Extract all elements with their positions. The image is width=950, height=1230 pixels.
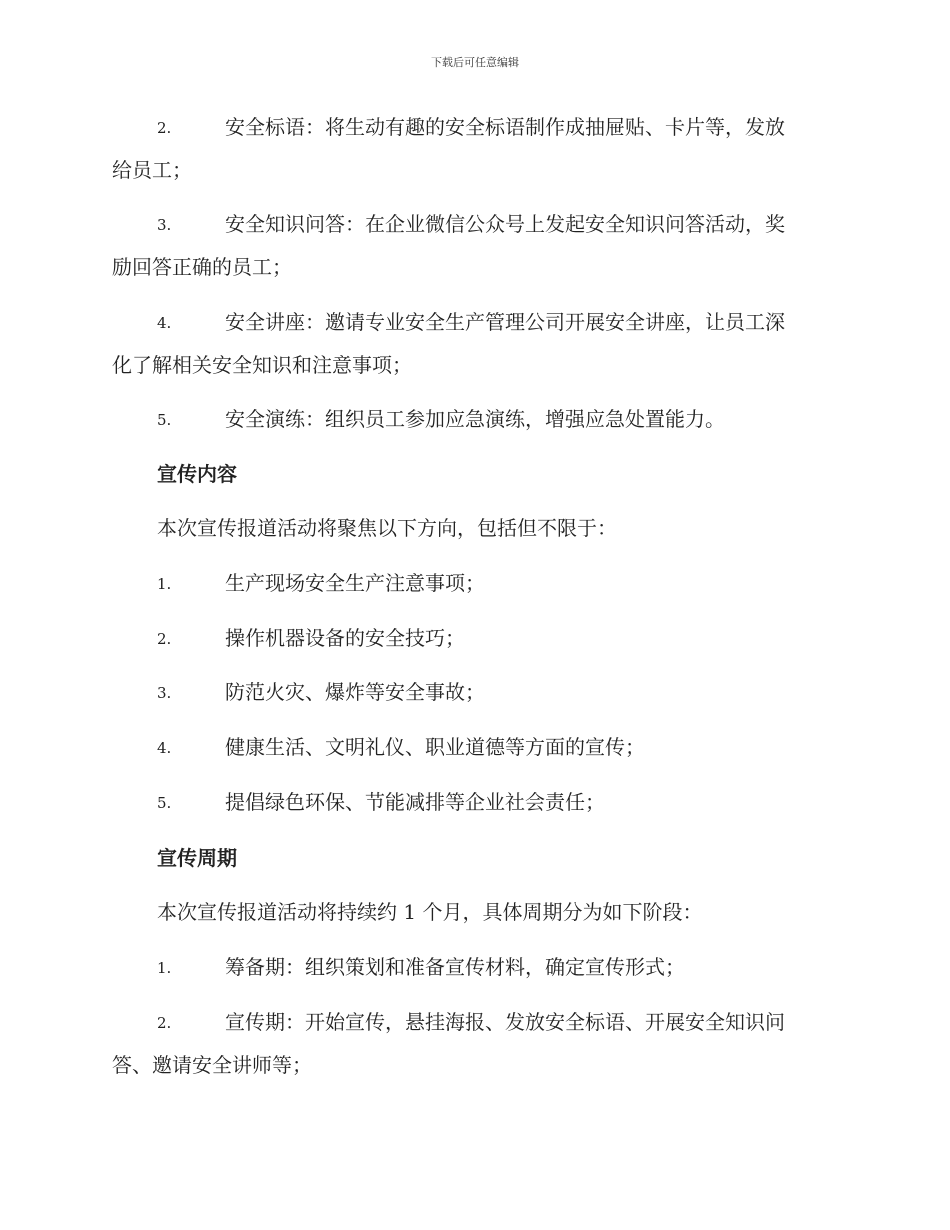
list-number: 4. bbox=[157, 314, 172, 332]
list-item-text: 筹备期：组织策划和准备宣传材料，确定宣传形式； bbox=[225, 955, 685, 979]
list-item-text: 生产现场安全生产注意事项； bbox=[225, 571, 485, 595]
section-intro: 本次宣传报道活动将聚焦以下方向，包括但不限于： bbox=[157, 516, 617, 540]
list-item-continuation: 化了解相关安全知识和注意事项； bbox=[112, 353, 412, 377]
list-number: 1. bbox=[157, 959, 172, 977]
list-number: 2. bbox=[157, 630, 172, 648]
list-number: 1. bbox=[157, 575, 172, 593]
list-item-text: 安全讲座：邀请专业安全生产管理公司开展安全讲座，让员工深 bbox=[225, 310, 785, 334]
page-header: 下载后可任意编辑 bbox=[431, 56, 519, 69]
list-number: 5. bbox=[157, 411, 172, 429]
list-item-text: 安全知识问答：在企业微信公众号上发起安全知识问答活动，奖 bbox=[225, 212, 785, 236]
list-number: 2. bbox=[157, 1014, 172, 1032]
list-item-text: 防范火灾、爆炸等安全事故； bbox=[225, 680, 485, 704]
list-item-text: 操作机器设备的安全技巧； bbox=[225, 626, 465, 650]
list-number: 3. bbox=[157, 216, 172, 234]
list-item-continuation: 励回答正确的员工； bbox=[112, 255, 292, 279]
list-item-text: 安全演练：组织员工参加应急演练，增强应急处置能力。 bbox=[225, 407, 725, 431]
list-item-continuation: 答、邀请安全讲师等； bbox=[112, 1053, 312, 1077]
list-number: 4. bbox=[157, 739, 172, 757]
list-item-continuation: 给员工； bbox=[112, 158, 192, 182]
list-number: 2. bbox=[157, 119, 172, 137]
list-item-text: 提倡绿色环保、节能减排等企业社会责任； bbox=[225, 790, 605, 814]
section-heading: 宣传周期 bbox=[157, 846, 237, 870]
list-item-text: 健康生活、文明礼仪、职业道德等方面的宣传； bbox=[225, 735, 645, 759]
list-item-text: 宣传期：开始宣传，悬挂海报、发放安全标语、开展安全知识问 bbox=[225, 1010, 785, 1034]
list-number: 5. bbox=[157, 794, 172, 812]
section-intro: 本次宣传报道活动将持续约 1 个月，具体周期分为如下阶段： bbox=[157, 900, 703, 924]
list-number: 3. bbox=[157, 684, 172, 702]
list-item-text: 安全标语：将生动有趣的安全标语制作成抽屉贴、卡片等，发放 bbox=[225, 115, 785, 139]
section-heading: 宣传内容 bbox=[157, 462, 237, 486]
